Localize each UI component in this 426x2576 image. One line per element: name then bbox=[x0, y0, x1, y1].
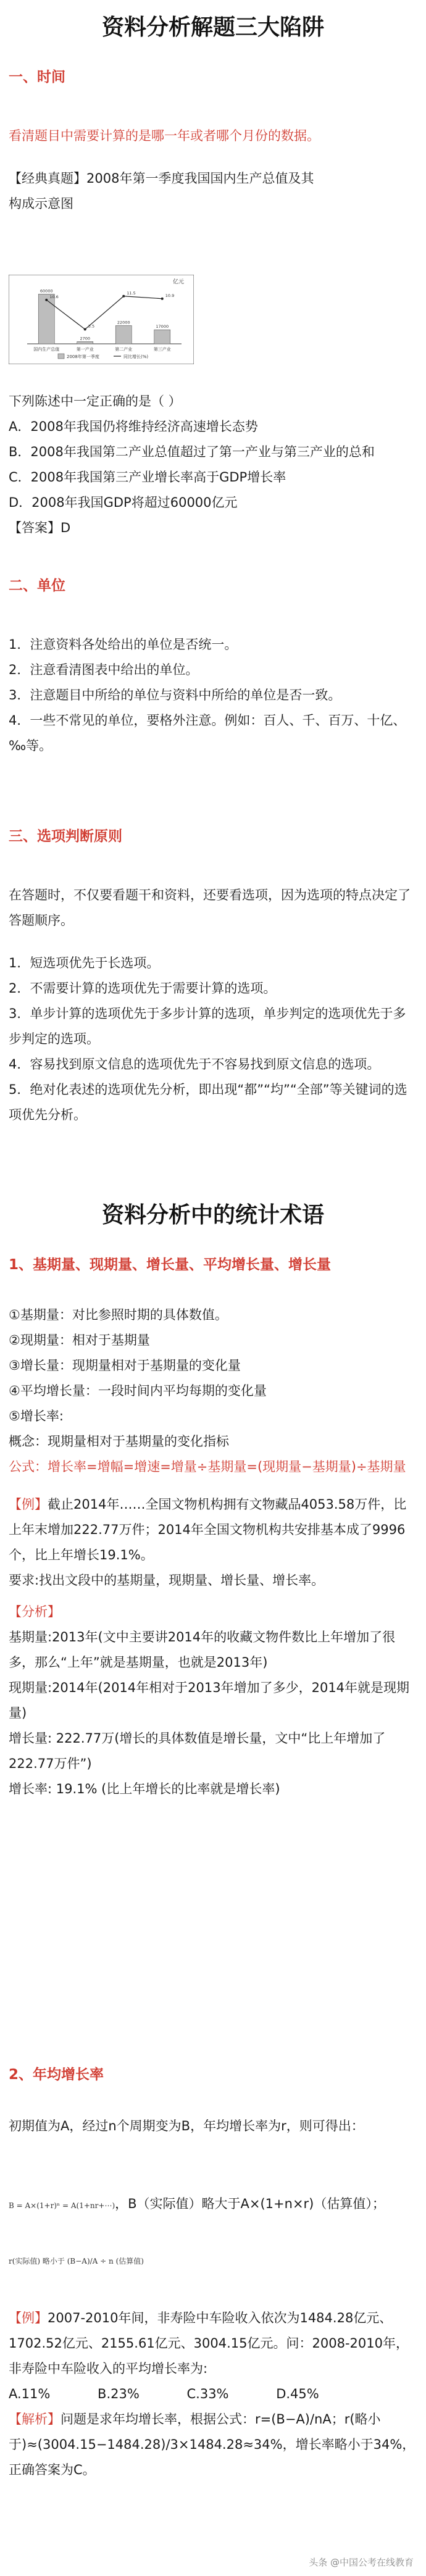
option-d: D．2008年我国GDP将超过60000亿元 bbox=[9, 495, 238, 510]
formula-2-image-text: r(实际值) 略小于 (B−A)/A ÷ n (估算值) bbox=[9, 2257, 144, 2265]
option-c: C．2008年我国第三产业增长率高于GDP增长率 bbox=[9, 470, 286, 485]
growth-formula: 公式：增长率=增幅=增速=增量÷基期量=(现期量−基期量)÷基期量 bbox=[9, 1459, 406, 1474]
analysis-3: 增长量: 222.77万(增长的具体数值是增长量，文中“比上年增加了222.77万件”) bbox=[9, 1731, 386, 1771]
section-avg-growth-intro-block bbox=[9, 2114, 416, 2139]
def-2: ②现期量：相对于基期量 bbox=[9, 1333, 150, 1348]
section-avg-growth-example bbox=[9, 2306, 416, 2483]
chart-growth-label-0: 10.6 bbox=[49, 294, 59, 299]
analysis-tag: 【分析】 bbox=[9, 1604, 61, 1619]
unit-item-2: 2．注意看清图表中给出的单位。 bbox=[9, 662, 199, 677]
options-item-4: 4．容易找到原文信息的选项优先于不容易找到原文信息的选项。 bbox=[9, 1057, 380, 1072]
section-options-heading: 三、选项判断原则 bbox=[9, 828, 122, 844]
answer: 【答案】D bbox=[9, 520, 71, 535]
section-unit-heading: 二、单位 bbox=[9, 578, 65, 594]
chart-legend-swatch-0 bbox=[58, 354, 64, 359]
example-tag: 【例】 bbox=[9, 1497, 48, 1512]
section-options-body bbox=[9, 883, 416, 1128]
solution-tag: 【解析】 bbox=[9, 2412, 61, 2427]
chart-value-label-2: 22000 bbox=[117, 320, 130, 325]
avg-growth-intro: 初期值为A，经过n个周期变为B，年均增长率为r，则可得出： bbox=[9, 2119, 364, 2133]
formula-1-text: ，B（实际值）略大于A×(1+n×r)（估算值）； bbox=[115, 2196, 385, 2211]
option-b: B．2008年我国第二产业总值超过了第一产业与第三产业的总和 bbox=[9, 444, 375, 459]
watermark: 头条 @中国公考在线教育 bbox=[309, 2557, 414, 2568]
chart-legend-label-0: 2008年第一季度 bbox=[67, 354, 99, 359]
options-item-2: 2．不需要计算的选项优先于需要计算的选项。 bbox=[9, 981, 277, 996]
example-title-1: 【经典真题】2008年第一季度我国国内生产总值及其 bbox=[9, 171, 314, 186]
options-item-3: 3．单步计算的选项优先于多步计算的选项，单步判定的选项优先于多步判定的选项。 bbox=[9, 1006, 406, 1046]
chart-value-label-1: 2700 bbox=[80, 336, 91, 341]
example2-option-c: C.33% bbox=[186, 2386, 229, 2401]
analysis-1: 基期量:2013年(文中主要讲2014年的收藏文物件数比上年增加了很多，那么“上年”就是基期量，也就是2013年) bbox=[9, 1630, 396, 1670]
example2-option-b: B.23% bbox=[98, 2386, 140, 2401]
option-a: A．2008年我国仍将维持经济高速增长态势 bbox=[9, 419, 258, 434]
chart-growth-label-3: 10.9 bbox=[165, 293, 175, 298]
chart-bar-1 bbox=[77, 341, 93, 344]
example2-option-d: D.45% bbox=[276, 2386, 319, 2401]
section-avg-growth-heading: 2、年均增长率 bbox=[9, 2067, 104, 2083]
section-terms-heading: 1、基期量、现期量、增长量、平均增长量、增长量 bbox=[9, 1257, 332, 1273]
example-require: 要求:找出文段中的基期量，现期量、增长量、增长率。 bbox=[9, 1573, 325, 1588]
def-6: 概念：现期量相对于基期量的变化指标 bbox=[9, 1434, 229, 1449]
example-text: 截止2014年……全国文物机构拥有文物藏品4053.58万件，比上年末增加222.77万件；2014年全国文物机构共安排基本成了9996个，比上年增长19.1%。 bbox=[9, 1497, 407, 1562]
question-block bbox=[9, 389, 416, 541]
chart-growth-label-2: 11.5 bbox=[127, 290, 136, 296]
time-intro: 看清题目中需要计算的是哪一年或者哪个月份的数据。 bbox=[9, 128, 320, 143]
chart-growth-point-3 bbox=[161, 298, 164, 300]
example2-option-a: A.11% bbox=[9, 2386, 51, 2401]
section-time-heading: 一、时间 bbox=[9, 69, 65, 85]
options-item-1: 1．短选项优先于长选项。 bbox=[9, 956, 160, 970]
chart-category-label-1: 第一产业 bbox=[76, 347, 94, 352]
example-title-2: 构成示意图 bbox=[9, 196, 73, 211]
unit-item-1: 1．注意资料各处给出的单位是否统一。 bbox=[9, 637, 238, 652]
def-5: ⑤增长率: bbox=[9, 1409, 64, 1423]
chart-growth-point-0 bbox=[45, 299, 48, 301]
chart-bar-0 bbox=[38, 294, 54, 344]
chart-value-label-3: 17000 bbox=[156, 324, 169, 330]
chart-growth-point-1 bbox=[84, 328, 86, 331]
example2-options bbox=[9, 2382, 416, 2407]
main-title: 资料分析解题三大陷阱 bbox=[101, 15, 324, 40]
def-4: ④平均增长量：一段时间内平均每期的变化量 bbox=[9, 1383, 267, 1398]
chart-category-label-0: 国内生产总值 bbox=[33, 347, 60, 352]
chart-growth-point-2 bbox=[122, 295, 125, 298]
analysis-4: 增长率: 19.1% (比上年增长的比率就是增长率) bbox=[9, 1782, 280, 1796]
unit-item-3: 3．注意题目中所给的单位与资料中所给的单位是否一致。 bbox=[9, 688, 341, 702]
unit-item-4: 4．一些不常见的单位，要格外注意。例如：百人、千、百万、十亿、‰等。 bbox=[9, 713, 406, 753]
chart-growth-label-1: 3.5 bbox=[88, 323, 95, 329]
formula-line-1 bbox=[9, 2191, 416, 2218]
example2-tag: 【例】 bbox=[9, 2311, 48, 2325]
section-terms-body bbox=[9, 1303, 416, 1802]
options-item-5: 5．绝对化表述的选项优先分析，即出现“都”“均”“全部”等关键词的选项优先分析。 bbox=[9, 1082, 407, 1122]
def-1: ①基期量：对比参照时期的具体数值。 bbox=[9, 1307, 228, 1322]
formula-line-2 bbox=[9, 2247, 416, 2274]
gdp-chart bbox=[9, 275, 194, 364]
question: 下列陈述中一定正确的是（ ） bbox=[9, 394, 182, 409]
chart-bar-3 bbox=[154, 330, 170, 344]
options-intro: 在答题时，不仅要看题干和资料，还要看选项，因为选项的特点决定了答题顺序。 bbox=[9, 888, 411, 928]
chart-unit-label: 亿元 bbox=[173, 279, 185, 285]
section-unit-body bbox=[9, 632, 416, 759]
chart-legend-label-1: 同比增长(%) bbox=[123, 354, 149, 359]
analysis-2: 现期量:2014年(2014年相对于2013年增加了多少，2014年就是现期量) bbox=[9, 1680, 410, 1720]
solution-text: 问题是求年均增长率，根据公式：r=(B−A)/nA；r(略小于)≈(3004.15−1484.28)/3×1484.28≈34%，增长率略小于34%，正确答案为C。 bbox=[9, 2412, 416, 2477]
chart-category-label-3: 第三产业 bbox=[153, 347, 171, 352]
chart-category-label-2: 第二产业 bbox=[115, 347, 133, 352]
def-3: ③增长量：现期量相对于基期量的变化量 bbox=[9, 1358, 241, 1373]
second-title: 资料分析中的统计术语 bbox=[101, 1203, 324, 1228]
chart-value-label-0: 60000 bbox=[40, 288, 53, 294]
chart-bar-2 bbox=[115, 325, 132, 344]
formula-1-image-text: B = A×(1+r)ⁿ = A(1+nr+⋯) bbox=[9, 2201, 115, 2210]
section-time-body bbox=[9, 123, 416, 217]
example2-text: 2007-2010年间，非寿险中车险收入依次为1484.28亿元、1702.52亿元、2155.61亿元、3004.15亿元。问：2008-2010年，非寿险中车险收入的平均增长率为: bbox=[9, 2311, 409, 2376]
